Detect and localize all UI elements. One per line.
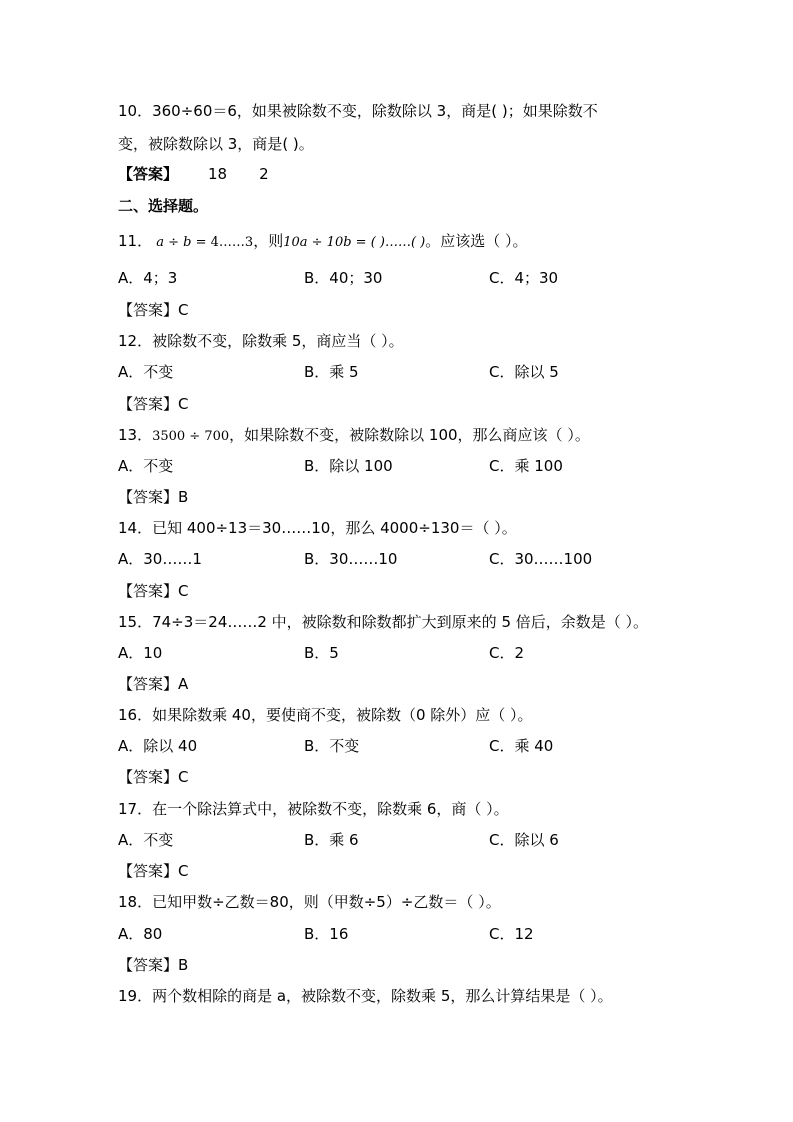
option-b: B．乘 5 [304, 363, 359, 381]
math-expression: 3500 ÷ 700 [152, 429, 230, 444]
option-b: B．乘 6 [304, 831, 359, 849]
option-b: B．16 [304, 925, 349, 943]
option-a: A．除以 40 [118, 737, 198, 755]
question-18: 18．已知甲数÷乙数＝80，则（甲数÷5）÷乙数＝（ ）。 [118, 893, 501, 911]
answer-11: 【答案】C [118, 301, 189, 319]
answer-10 [118, 164, 269, 184]
option-c: C．30……100 [489, 550, 593, 568]
option-b: B．30……10 [304, 550, 398, 568]
answer-18: 【答案】B [118, 956, 189, 974]
option-c: C．乘 100 [489, 457, 563, 475]
option-a: A．不变 [118, 831, 174, 849]
question-10-line-2: 变，被除数除以 3，商是( )。 [118, 135, 314, 153]
question-11 [118, 231, 528, 253]
option-c: C．除以 5 [489, 363, 559, 381]
answer-label: 【答案】 [118, 165, 179, 183]
answer-value: 2 [259, 165, 269, 183]
option-b: B．不变 [304, 737, 360, 755]
option-a: A．4；3 [118, 269, 178, 287]
answer-16: 【答案】C [118, 768, 189, 786]
option-c: C．2 [489, 644, 525, 662]
question-number: 11． [118, 232, 153, 250]
option-a: A．不变 [118, 457, 174, 475]
option-a: A．10 [118, 644, 163, 662]
option-c: C．除以 6 [489, 831, 559, 849]
answer-12: 【答案】C [118, 395, 189, 413]
option-b: B．40；30 [304, 269, 383, 287]
option-c: C．乘 40 [489, 737, 554, 755]
question-16: 16．如果除数乘 40，要使商不变，被除数（0 除外）应（ ）。 [118, 706, 533, 724]
answer-14: 【答案】C [118, 582, 189, 600]
question-17: 17．在一个除法算式中，被除数不变，除数乘 6，商（ ）。 [118, 800, 509, 818]
option-a: A．30……1 [118, 550, 202, 568]
question-10-line-1: 10．360÷60＝6，如果被除数不变，除数除以 3，商是( )；如果除数不 [118, 102, 598, 120]
option-a: A．不变 [118, 363, 174, 381]
question-text: ，则 [253, 232, 284, 250]
answer-13: 【答案】B [118, 488, 189, 506]
option-c: C．4；30 [489, 269, 559, 287]
option-a: A．80 [118, 925, 163, 943]
option-b: B．5 [304, 644, 339, 662]
option-b: B．除以 100 [304, 457, 393, 475]
answer-value: 18 [208, 165, 228, 183]
answer-15: 【答案】A [118, 675, 189, 693]
option-c: C．12 [489, 925, 534, 943]
question-14: 14．已知 400÷13＝30……10，那么 4000÷130＝（ ）。 [118, 519, 517, 537]
answer-17: 【答案】C [118, 862, 189, 880]
question-text: 。应该选（ ）。 [425, 232, 528, 250]
question-19: 19．两个数相除的商是 a，被除数不变，除数乘 5，那么计算结果是（ ）。 [118, 987, 613, 1005]
section-title: 二、选择题。 [118, 197, 209, 215]
question-12: 12．被除数不变，除数乘 5，商应当（ ）。 [118, 332, 404, 350]
math-expression: a ÷ b = 4……3 [156, 235, 254, 250]
question-13: 13．3500 ÷ 700，如果除数不变，被除数除以 100，那么商应该（ ）。 [118, 426, 590, 444]
question-15: 15．74÷3＝24……2 中，被除数和除数都扩大到原来的 5 倍后，余数是（ ）。 [118, 613, 649, 631]
math-expression: 10a ÷ 10b = ( )……( ) [283, 235, 426, 250]
